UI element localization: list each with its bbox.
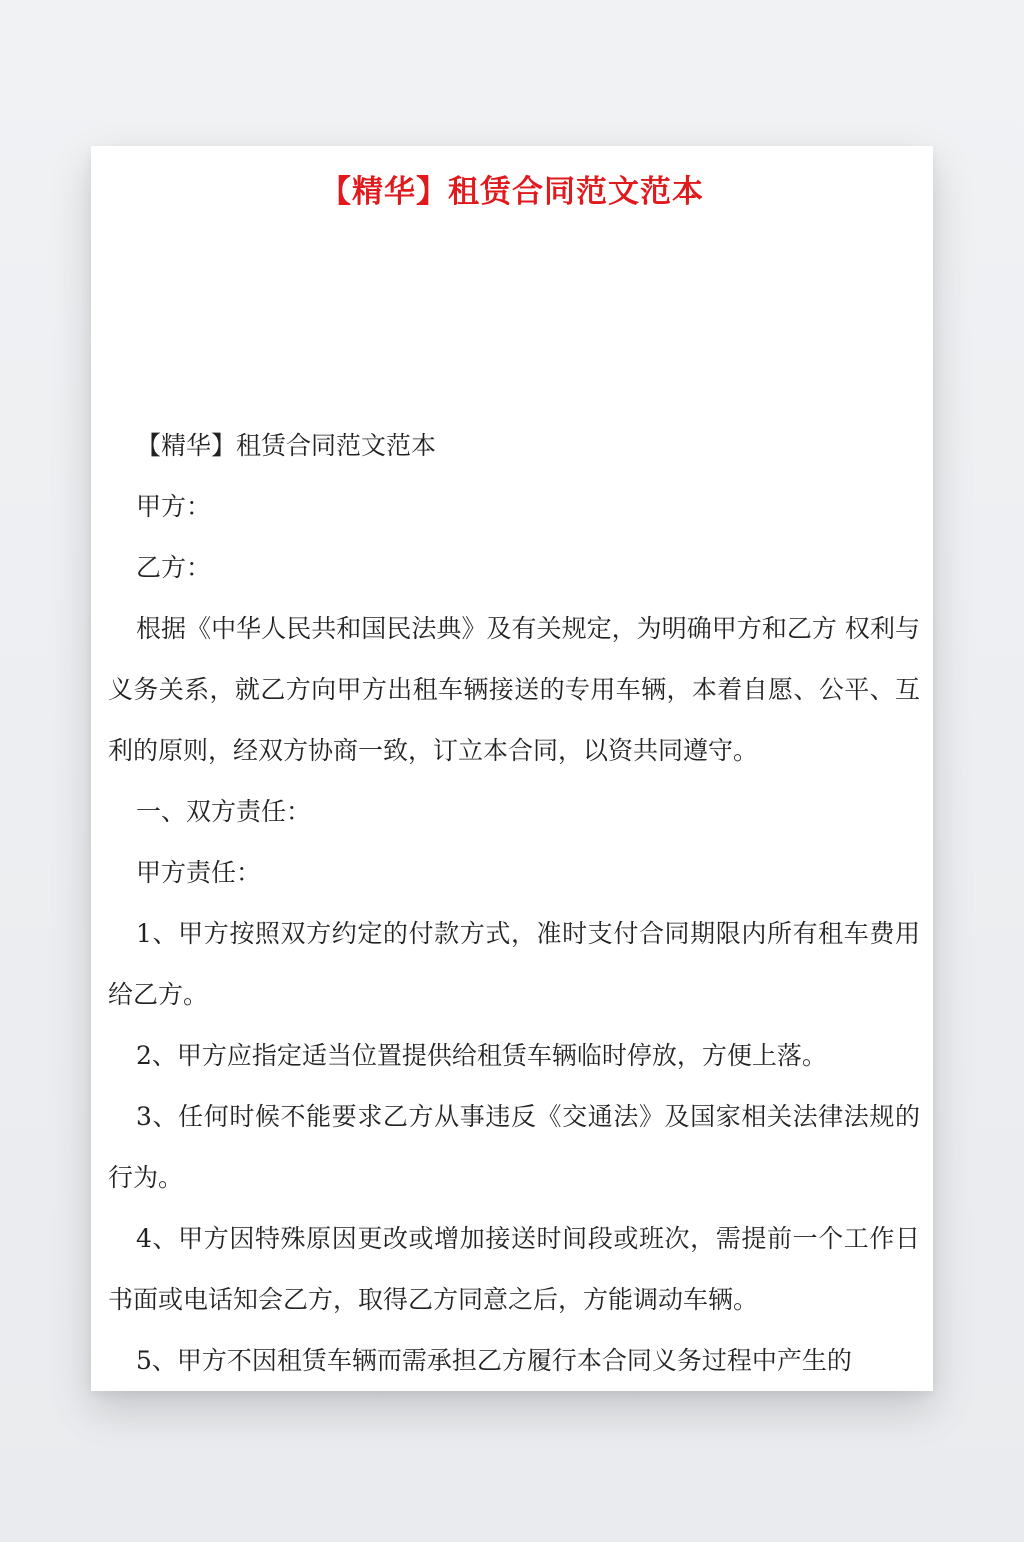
clause-4: 4、甲方因特殊原因更改或增加接送时间段或班次，需提前一个工作日书面或电话知会乙方，取得乙方同意之后，方能调动车辆。 (108, 1224, 920, 1314)
clause-2: 2、甲方应指定适当位置提供给租赁车辆临时停放，方便上落。 (136, 1041, 827, 1070)
document-body (108, 415, 920, 1391)
party-a-line: 甲方： (136, 492, 212, 521)
party-b-line: 乙方： (136, 553, 212, 582)
clause-3: 3、任何时候不能要求乙方从事违反《交通法》及国家相关法律法规的行为。 (108, 1102, 920, 1192)
subheading-party-a-responsibilities: 甲方责任： (136, 858, 262, 887)
clause-1: 1、甲方按照双方约定的付款方式，准时支付合同期限内所有租车费用给乙方。 (108, 919, 920, 1009)
clause-5: 5、甲方不因租赁车辆而需承担乙方履行本合同义务过程中产生的 (136, 1346, 852, 1375)
section-heading-responsibilities: 一、双方责任： (136, 797, 312, 826)
document-title: 【精华】租赁合同范文范本 (320, 174, 704, 210)
body-heading: 【精华】租赁合同范文范本 (136, 431, 437, 460)
document-page (91, 146, 933, 1391)
preamble-paragraph: 根据《中华人民共和国民法典》及有关规定，为明确甲方和乙方 权利与义务关系，就乙方向甲方出租车辆接送的专用车辆，本着自愿、公平、互利的原则，经双方协商一致，订立本合同，以资共同遵守。 (108, 614, 920, 765)
